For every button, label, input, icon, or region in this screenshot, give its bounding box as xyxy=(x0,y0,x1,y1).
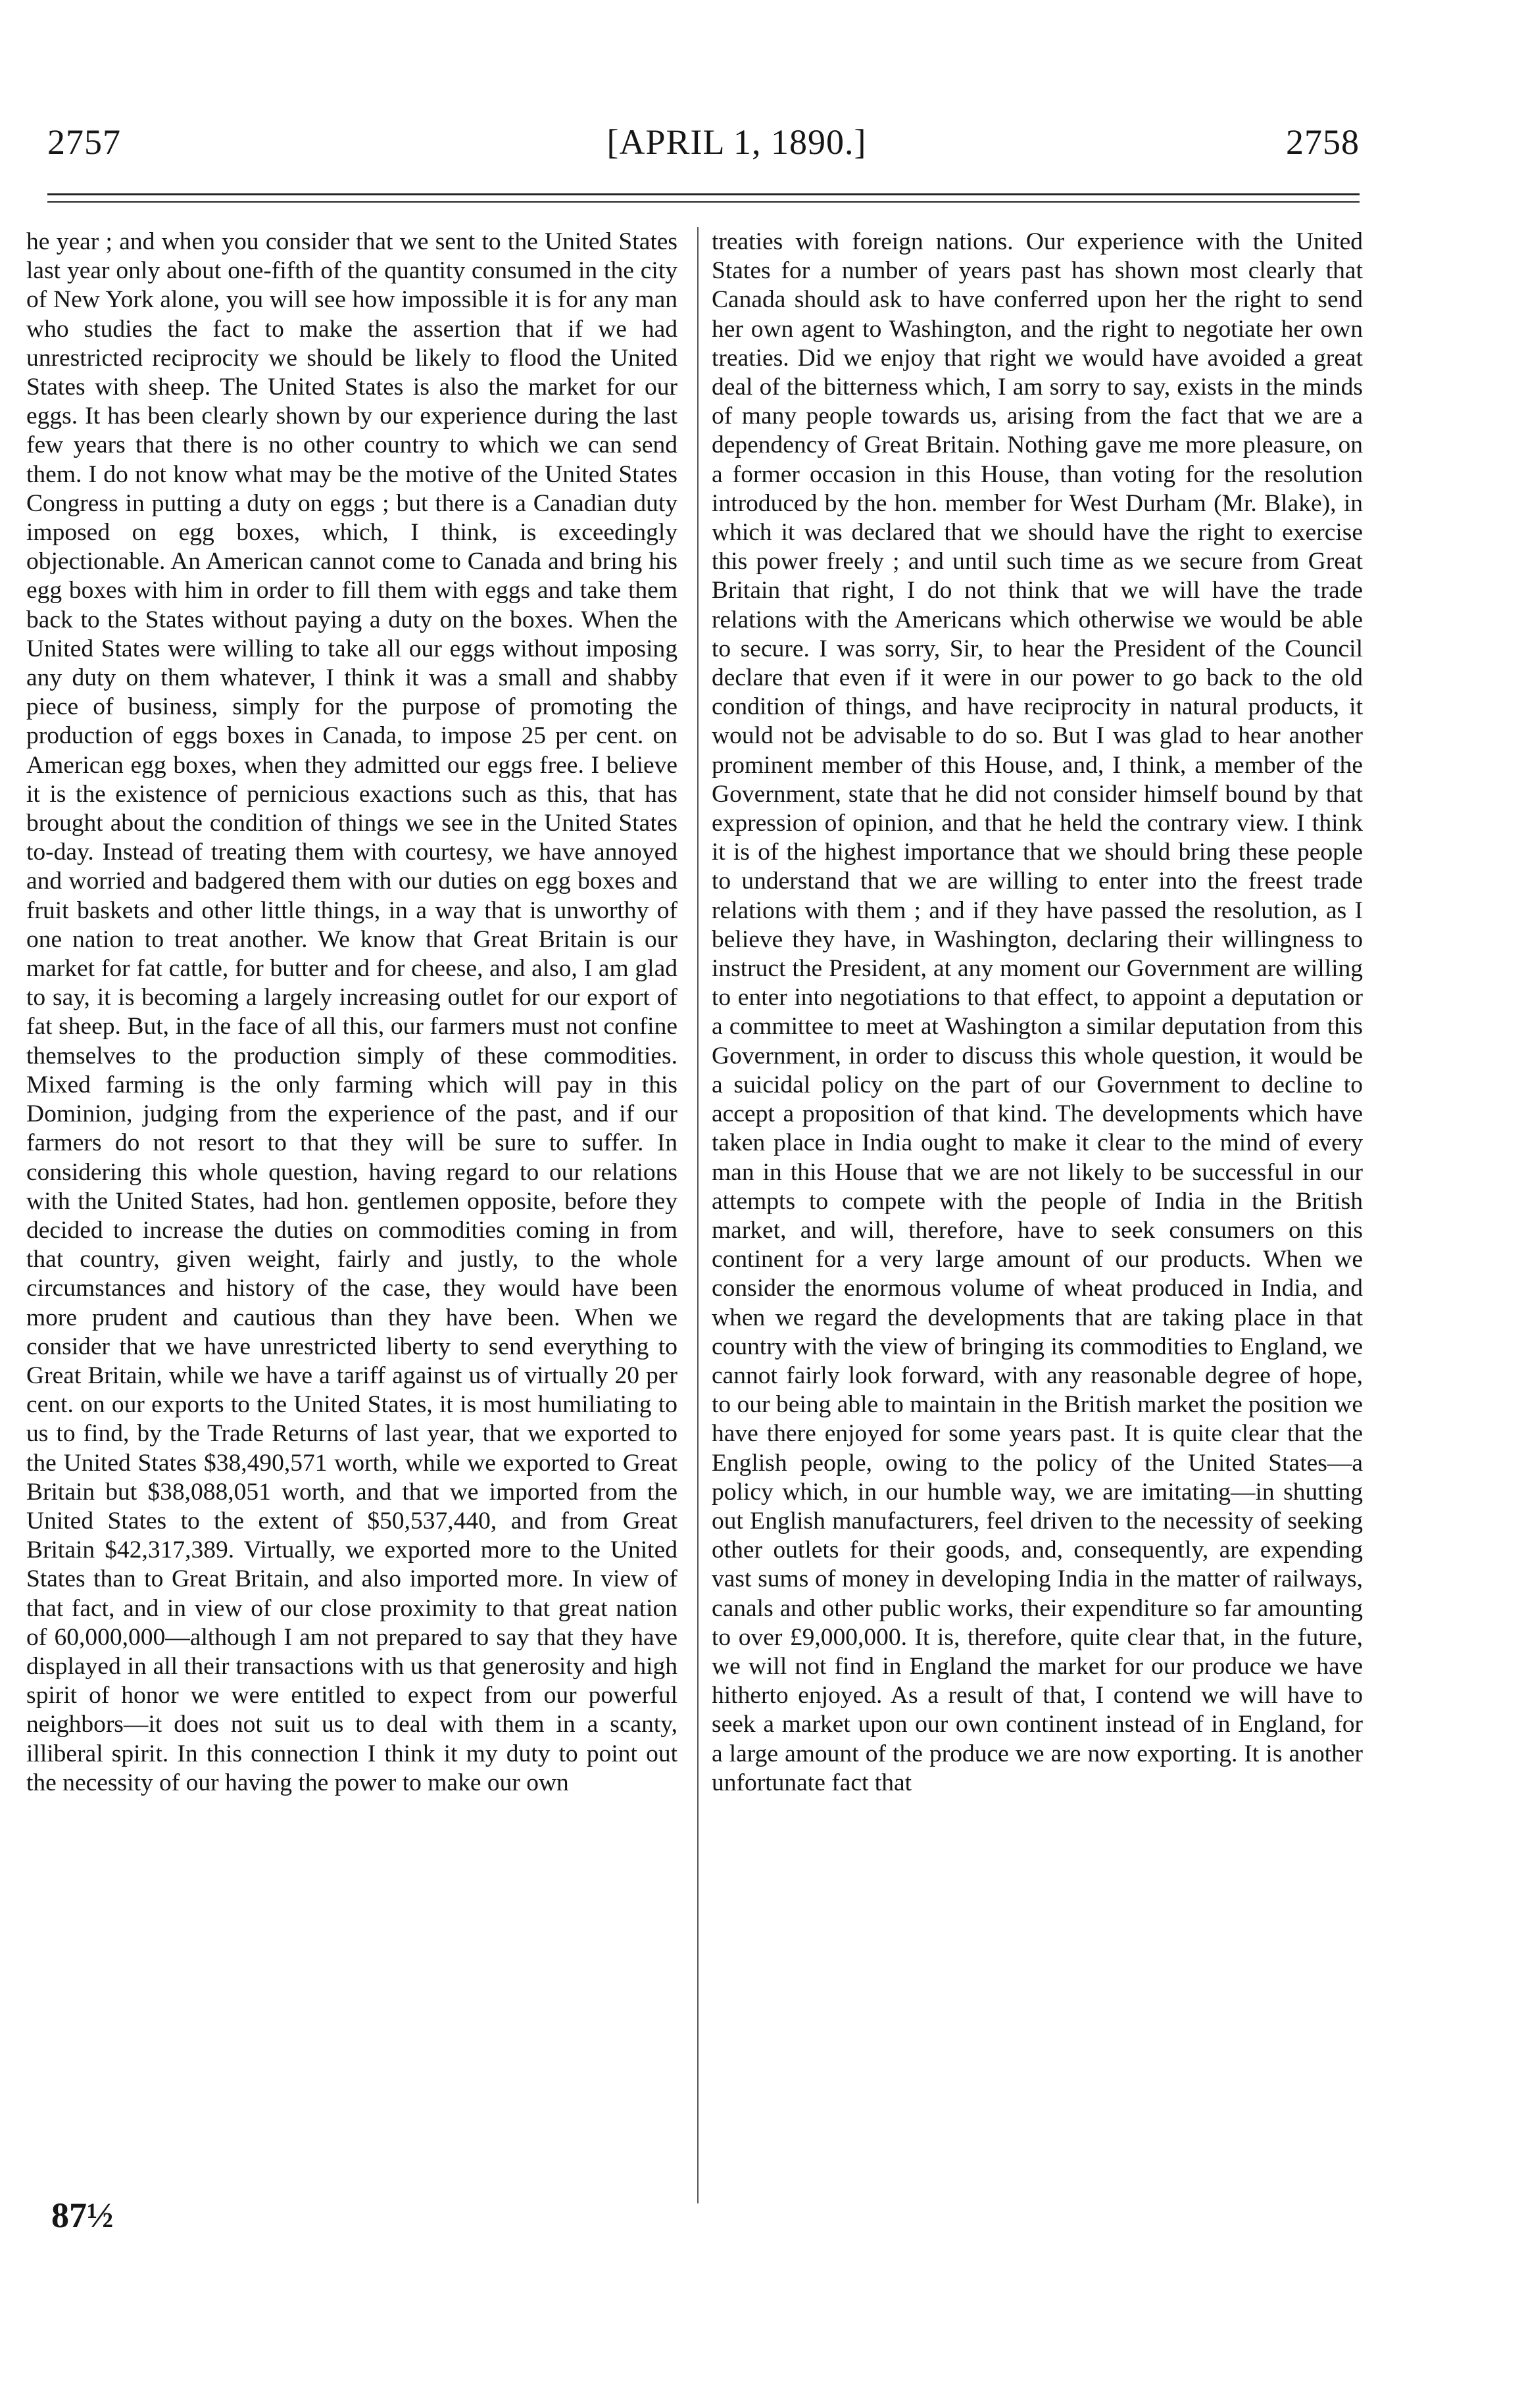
header-rule-bottom xyxy=(47,201,1360,203)
signature-mark: 87½ xyxy=(51,2196,114,2235)
right-column xyxy=(712,228,1363,2214)
header-rule-top xyxy=(47,193,1360,195)
left-column-text: he year ; and when you consider that we sent to the United States last year only about one-fifth of the quantity consumed in the city of New York alone, you will see how impossible it is for any man who studies the fact to make the assertion that if we had unrestricted reciprocity we should be likely to flood the United States with sheep. The United States is also the market for our eggs. It has been clearly shown by our experience during the last few years that there is no other country to which we can send them. I do not know what may be the motive of the United States Congress in putting a duty on eggs ; but there is a Canadian duty imposed on egg boxes, which, I think, is exceedingly objectionable. An American cannot come to Canada and bring his egg boxes with him in order to fill them with eggs and take them back to the States without paying a duty on the boxes. When the United States were willing to take all our eggs without imposing any duty on them whatever, I think it was a small and shabby piece of business, simply for the purpose of promoting the production of eggs boxes in Canada, to impose 25 per cent. on American egg boxes, when they admitted our eggs free. I believe it is the existence of pernicious exactions such as this, that has brought about the condition of things we see in the United States to-day. Instead of treating them with courtesy, we have annoyed and worried and badgered them with our duties on egg boxes and fruit baskets and other little things, in a way that is unworthy of one nation to treat another. We know that Great Britain is our market for fat cattle, for butter and for cheese, and also, I am glad to say, it is becoming a largely increasing outlet for our export of fat sheep. But, in the face of all this, our farmers must not confine themselves to the production simply of these commodities. Mixed farming is the only farming which will pay in this Dominion, judging from the experience of the past, and if our farmers do not resort to that they will be sure to suffer. In considering this whole question, having regard to our relations with the United States, had hon. gentlemen opposite, before they decided to increase the duties on commodities coming in from that country, given weight, fairly and justly, to the whole circumstances and history of the case, they would have been more prudent and cautious than they have been. When we consider that we have unrestricted liberty to send everything to Great Britain, while we have a tariff against us of virtually 20 per cent. on our exports to the United States, it is most humiliating to us to find, by the Trade Returns of last year, that we exported to the United States $38,490,571 worth, while we exported to Great Britain but $38,088,051 worth, and that we imported from the United States to the extent of $50,537,440, and from Great Britain $42,317,389. Virtually, we exported more to the United States than to Great Britain, and also imported more. In view of that fact, and in view of our close proximity to that great nation of 60,000,000—although I am not prepared to say that they have displayed in all their transactions with us that generosity and high spirit of honor we were entitled to expect from our powerful neighbors—it does not suit us to deal with them in a scanty, illiberal spirit. In this connection I think it my duty to point out the necessity of our having the power to make our own xyxy=(26,228,677,1796)
right-column-text: treaties with foreign nations. Our experience with the United States for a number of years past has shown most clearly that Canada should ask to have conferred upon her the right to send her own agent to Washington, and the right to negotiate her own treaties. Did we enjoy that right we would have avoided a great deal of the bitterness which, I am sorry to say, exists in the minds of many people towards us, arising from the fact that we are a dependency of Great Britain. Nothing gave me more pleasure, on a former occasion in this House, than voting for the resolution introduced by the hon. member for West Durham (Mr. Blake), in which it was declared that we should have the right to exercise this power freely ; and until such time as we secure from Great Britain that right, I do not think that we will have the trade relations with the Americans which otherwise we would be able to secure. I was sorry, Sir, to hear the President of the Council declare that even if it were in our power to go back to the old condition of things, and have reciprocity in natural products, it would not be advisable to do so. But I was glad to hear another prominent member of this House, and, I think, a member of the Government, state that he did not consider himself bound by that expression of opinion, and that he held the contrary view. I think it is of the highest importance that we should bring these people to understand that we are willing to enter into the freest trade relations with them ; and if they have passed the resolution, as I believe they have, in Washington, declaring their willingness to instruct the President, at any moment our Government are willing to enter into negotiations to that effect, to appoint a deputation or a committee to meet at Washington a similar deputation from this Government, in order to discuss this whole question, it would be a suicidal policy on the part of our Government to decline to accept a proposition of that kind. The developments which have taken place in India ought to make it clear to the mind of every man in this House that we are not likely to be successful in our attempts to compete with the people of India in the British market, and will, therefore, have to seek consumers on this continent for a very large amount of our products. When we consider the enormous volume of wheat produced in India, and when we regard the developments that are taking place in that country with the view of bringing its commodities to England, we cannot fairly look forward, with any reasonable degree of hope, to our being able to maintain in the British market the position we have there enjoyed for some years past. It is quite clear that the English people, owing to the policy of the United States—a policy which, in our humble way, we are imitating—in shutting out English manufacturers, feel driven to the necessity of seeking other outlets for their goods, and, consequently, are expending vast sums of money in developing India in the matter of railways, canals and other public works, their expenditure so far amounting to over £9,000,000. It is, therefore, quite clear that, in the future, we will not find in England the market for our produce we have hitherto enjoyed. As a result of that, I contend we will have to seek a market upon our own continent instead of in England, for a large amount of the produce we are now exporting. It is another unfortunate fact that xyxy=(712,228,1363,1796)
page-number-right: 2758 xyxy=(1286,122,1360,162)
page-number-left: 2757 xyxy=(47,122,121,162)
page-date: [APRIL 1, 1890.] xyxy=(606,122,867,162)
left-column xyxy=(26,228,677,2214)
column-divider xyxy=(697,227,699,2203)
